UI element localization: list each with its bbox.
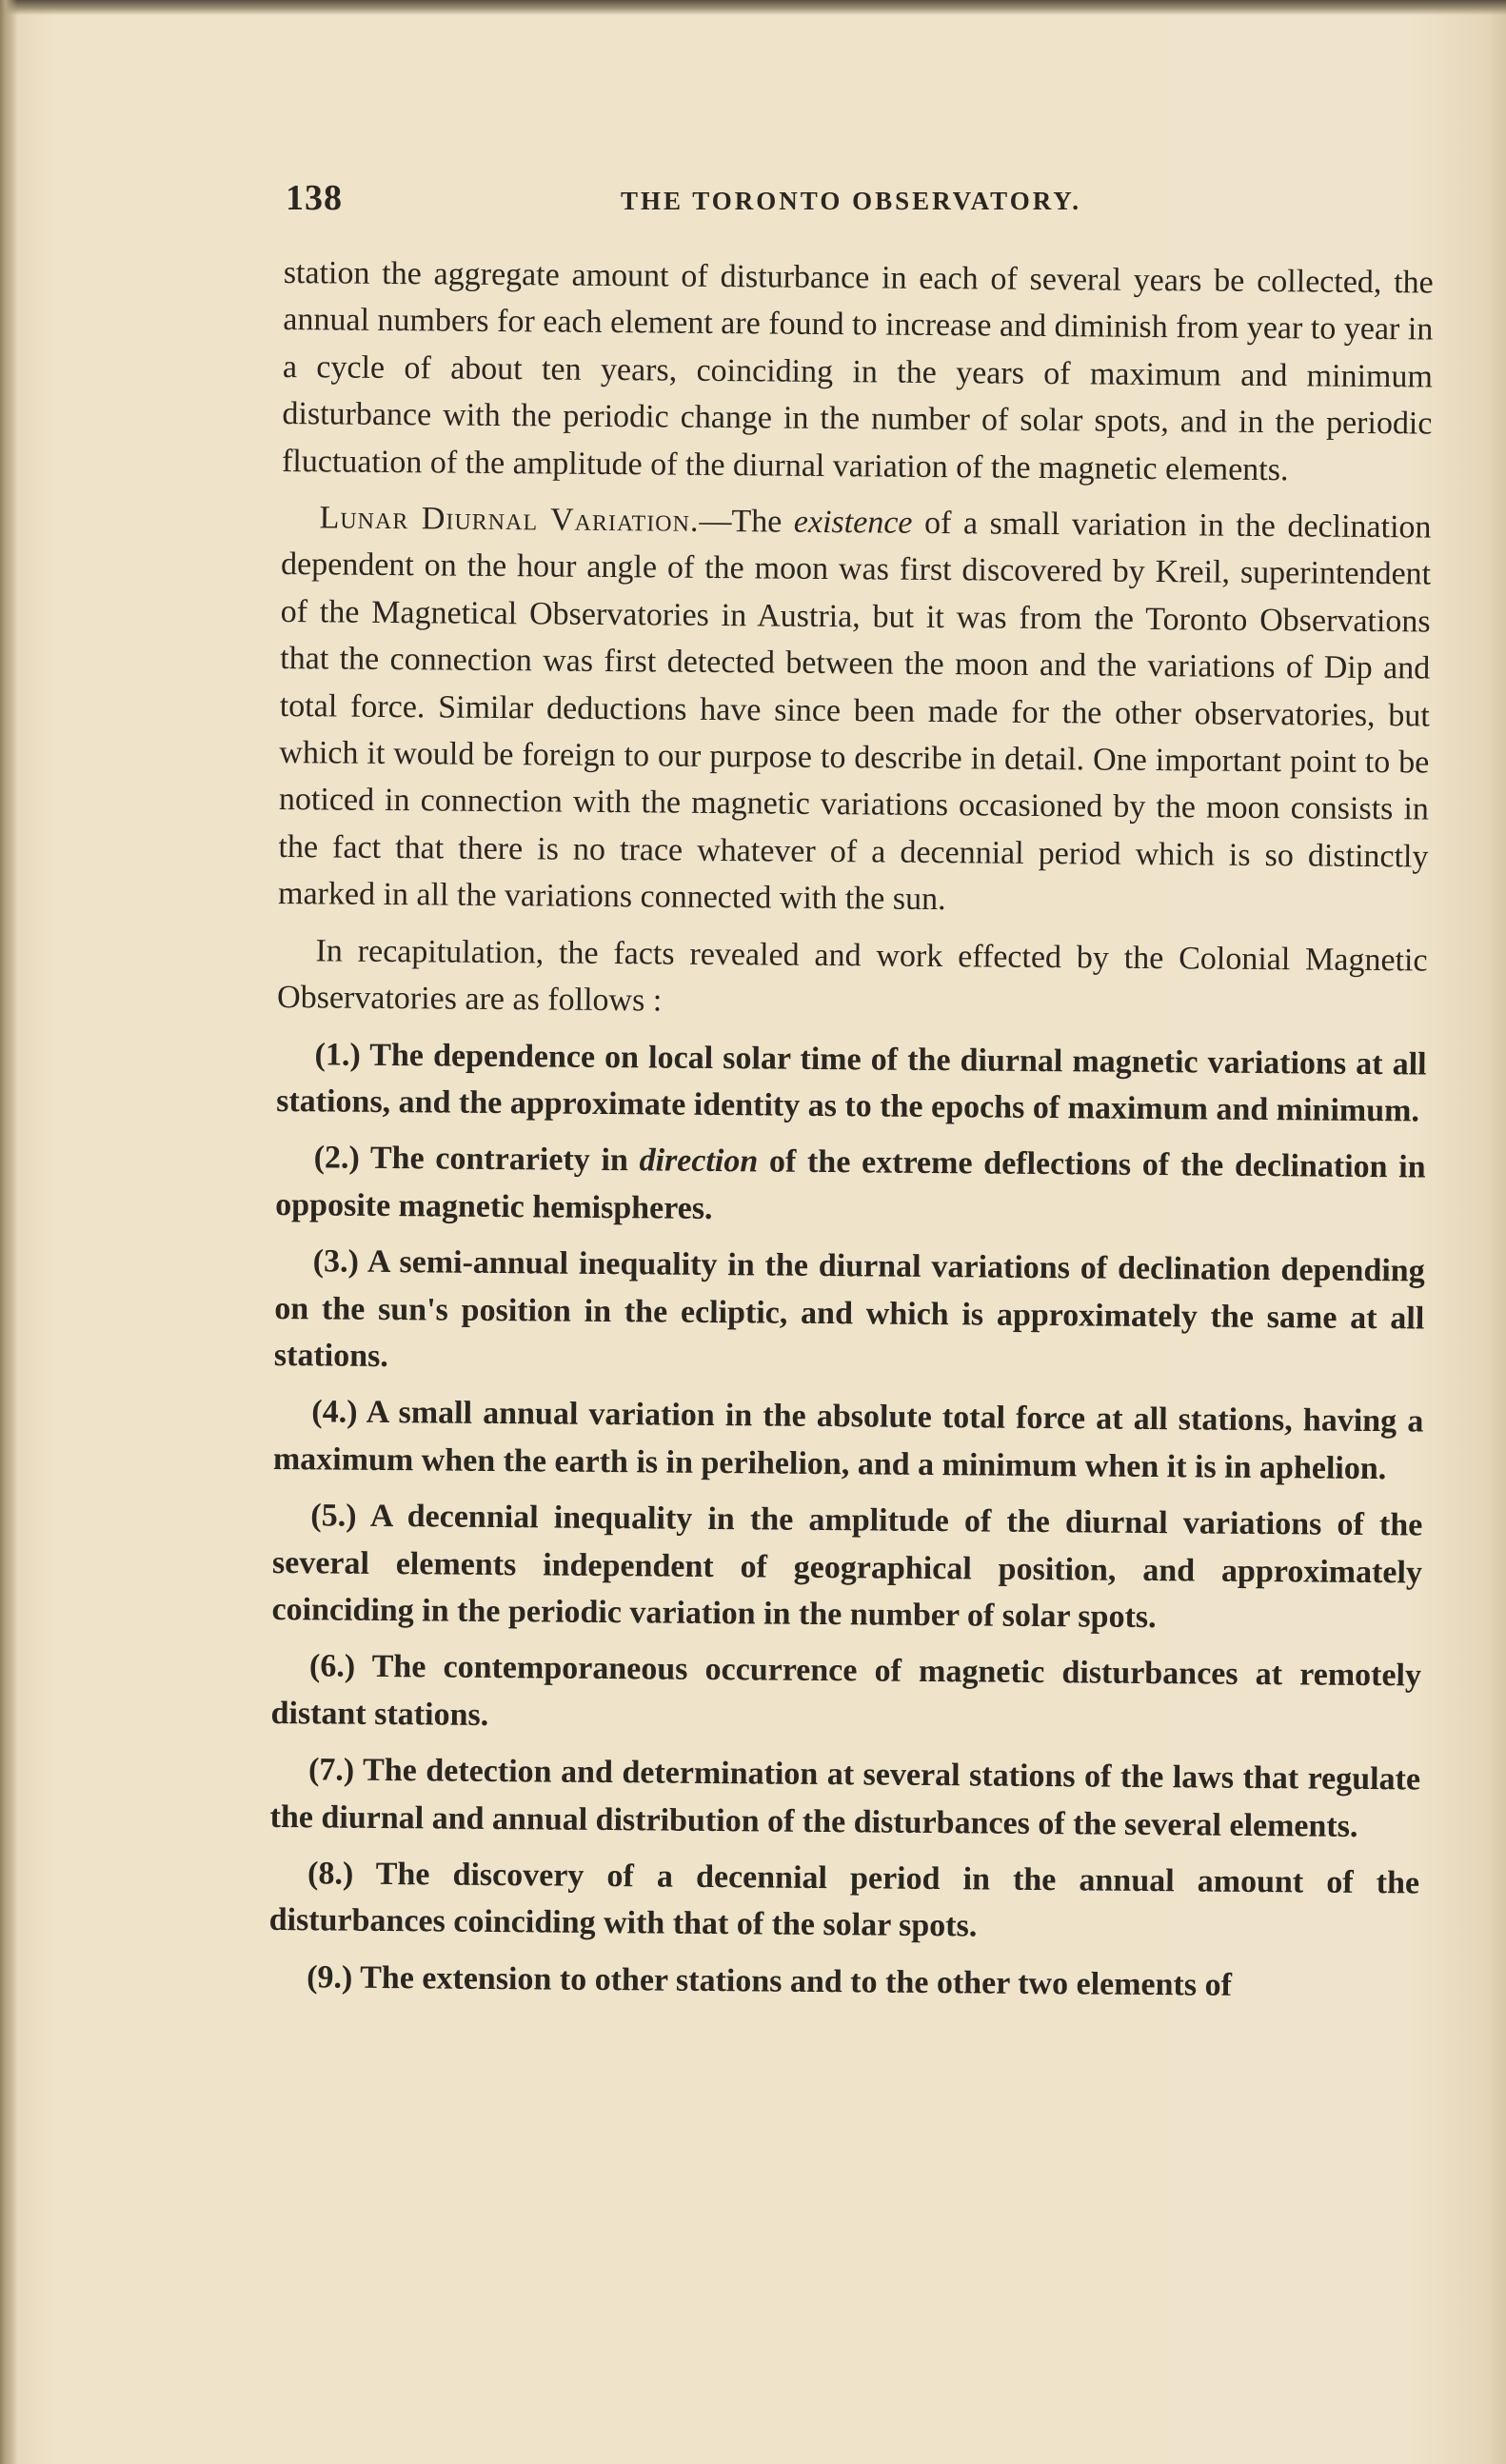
list-item-7 — [269, 1746, 1420, 1850]
list-item-number: (3.) — [312, 1243, 360, 1280]
list-item-text: A decennial inequality in the amplitude of the diurnal variations of the several elements independent of geographical position, and approximately coinciding in the periodic variation in the number of solar spots. — [271, 1498, 1423, 1636]
list-item-1 — [276, 1030, 1427, 1134]
body-text — [268, 249, 1434, 2020]
list-item-number: (8.) — [307, 1856, 354, 1892]
list-item-text: The detection and determination at several stations of the laws that regulate the diurnal and annual distribution of the disturbances of the several elements. — [269, 1752, 1421, 1844]
list-item-number: (4.) — [311, 1394, 358, 1431]
running-header — [286, 177, 1437, 225]
list-item-8 — [268, 1850, 1419, 1954]
list-item-6 — [270, 1642, 1421, 1746]
list-item-number: (1.) — [314, 1036, 361, 1073]
list-item-9 — [268, 1954, 1418, 2011]
list-item-text: The contrariety in — [359, 1141, 640, 1179]
list-item-5 — [271, 1492, 1422, 1643]
list-item-text: The contemporaneous occurrence of magnetic disturbances at remotely distant stations. — [270, 1649, 1422, 1733]
list-item-text-continued: of the extreme deflections of the declination in opposite magnetic hemispheres. — [275, 1143, 1426, 1226]
list-item-4 — [273, 1388, 1424, 1492]
list-item-number: (2.) — [313, 1140, 360, 1177]
list-item-text: A small annual variation in the absolute total force at all stations, having a maximum when the earth is in perihelion, and a minimum when it is in aphelion. — [272, 1395, 1424, 1486]
list-item-text: The extension to other stations and to the other two elements of — [352, 1959, 1233, 2003]
list-item-number: (6.) — [308, 1648, 356, 1685]
heading-dash: —The — [699, 503, 795, 540]
list-item-number: (5.) — [310, 1498, 357, 1534]
paragraph-recapitulation: In recapitulation, the facts revealed and work effected by the Colonial Magnetic Observatories are as follows : — [276, 933, 1428, 1019]
running-title: THE TORONTO OBSERVATORY. — [621, 187, 1082, 215]
list-item-3 — [274, 1238, 1425, 1389]
emphasis-existence: existence — [793, 504, 913, 541]
paragraph-intro: station the aggregate amount of disturbance in each of several years be collected, the annual numbers for each element are found to increase and diminish from year to year in a cycle of about ten years, coinciding in the years of maximum and minimum disturbance with the periodic change in the number of solar spots, and in the periodic fluctuation of the amplitude of the diurnal variation of the magnetic elements. — [281, 254, 1434, 487]
emphasis-direction: direction — [639, 1143, 759, 1180]
section-heading-lunar: Lunar Diurnal Variation. — [319, 500, 700, 539]
page-binding-edge — [0, 0, 17, 2464]
list-item-text: A semi-annual inequality in the diurnal variations of declination depending on the sun's position in the ecliptic, and which is approximately the same at all stations. — [273, 1243, 1425, 1374]
list-item-number: (7.) — [307, 1752, 355, 1788]
paragraph-lunar-body: of a small variation in the declination dependent on the hour angle of the moon was first discovered by Kreil, superintendent of the Magnetical Observatories in Austria, but it was from the Toronto Observations that the connection was first detected between the moon and the variations of Dip and total force. Similar deductions have since been made for the other observatories, but which it would be foreign to our purpose to describe in detail. One important point to be noticed in connection with the magnetic variations occasioned by the moon consists in the fact that there is no trace whatever of a decennial period which is so distinctly marked in all the variations connected with the sun. — [277, 505, 1432, 918]
list-item-text: The discovery of a decennial period in the annual amount of the disturbances coinciding with that of the solar spots. — [268, 1856, 1420, 1944]
list-item-text: The dependence on local solar time of the diurnal magnetic variations at all stations, and the approximate identity as to the epochs of maximum and minimum. — [276, 1037, 1427, 1129]
paragraph-lunar-diurnal-variation — [278, 494, 1432, 927]
page-number: 138 — [286, 178, 343, 218]
list-item-number: (9.) — [307, 1959, 353, 1996]
list-item-2 — [275, 1134, 1426, 1238]
page-top-edge — [0, 0, 1506, 15]
